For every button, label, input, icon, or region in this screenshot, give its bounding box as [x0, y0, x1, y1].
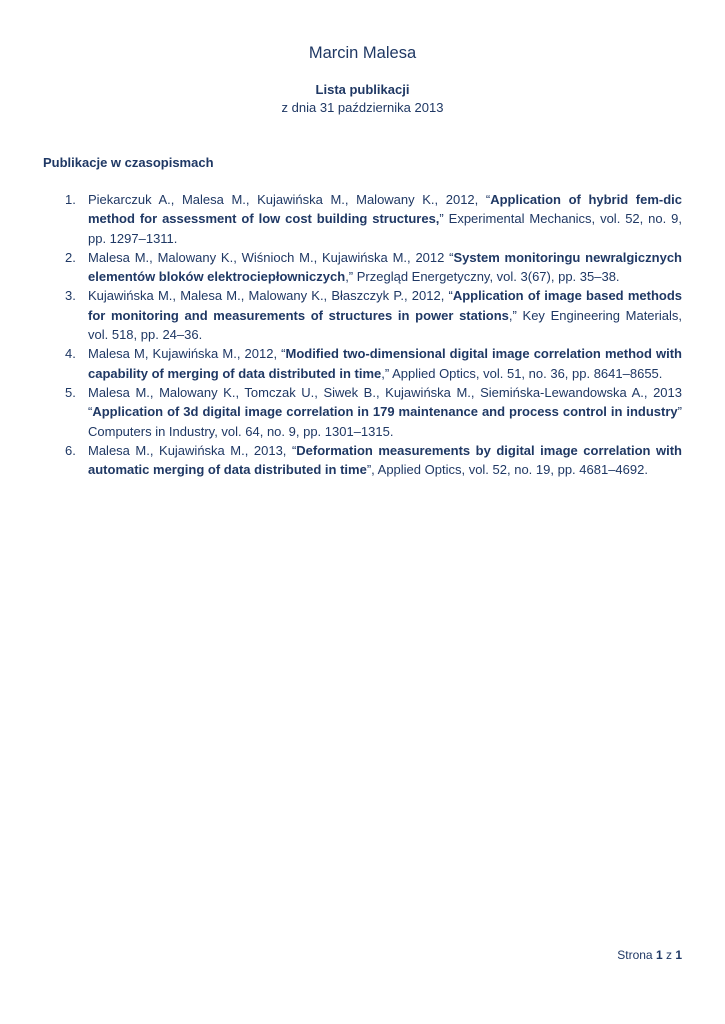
publication-source: ” Computers in Industry, vol. 64, no. 9, pp. 1301–1315. [88, 404, 682, 439]
section-heading: Publikacje w czasopismach [43, 155, 214, 170]
publication-number: 5. [65, 384, 76, 400]
publication-title: Application of image based methods for monitoring and measurements of structures in power stations [88, 288, 682, 323]
page-label: Strona [617, 948, 653, 962]
publication-item [43, 441, 682, 480]
publication-authors: Malesa M., Malowany K., Tomczak U., Siwek B., Kujawińska M., Siemińska-Lewandowska A., 2013 “ [88, 384, 682, 420]
publication-source: ,” Key Engineering Materials, vol. 518, pp. 24–36. [88, 307, 682, 343]
page-current: 1 [655, 948, 663, 962]
publication-item [43, 190, 682, 248]
publication-source: ,” Applied Optics, vol. 51, no. 36, pp. 8641–8655. [381, 365, 663, 381]
publication-item [43, 286, 682, 344]
publication-title: Application of hybrid fem-dic method for assessment of low cost building structures, [88, 192, 682, 227]
publication-source: ,” Przegląd Energetyczny, vol. 3(67), pp. 35–38. [345, 269, 620, 285]
publication-number: 3. [65, 288, 76, 304]
publication-item [43, 383, 682, 441]
publication-item [43, 344, 682, 383]
publication-list [43, 190, 682, 479]
publication-title: System monitoringu newralgicznych elementów bloków elektrociepłowniczych [88, 249, 682, 285]
page-of: z [665, 948, 672, 962]
publication-authors: Piekarczuk A., Malesa M., Kujawińska M., Malowany K., 2012, “ [88, 192, 491, 207]
list-title: Lista publikacji [315, 82, 410, 97]
publication-title: Modified two-dimensional digital image correlation method with capability of merging of data distributed in time [88, 346, 682, 381]
page-total: 1 [675, 948, 682, 962]
publication-authors: Malesa M., Kujawińska M., 2013, “ [88, 442, 297, 458]
publication-source: ” Experimental Mechanics, vol. 52, no. 9, pp. 1297–1311. [88, 211, 682, 246]
publication-number: 1. [65, 192, 76, 207]
publication-source: ”, Applied Optics, vol. 52, no. 19, pp. 4681–4692. [366, 462, 648, 478]
publication-title: Application of 3d digital image correlation in 179 maintenance and process control in industry [92, 404, 678, 420]
publication-authors: Malesa M., Malowany K., Wiśnioch M., Kujawińska M., 2012 “ [88, 249, 454, 265]
publication-authors: Kujawińska M., Malesa M., Malowany K., Błaszczyk P., 2012, “ [88, 288, 453, 304]
author-name: Marcin Malesa [308, 44, 417, 62]
publication-item [43, 248, 682, 287]
publication-title: Deformation measurements by digital image correlation with automatic merging of data distributed in time [88, 442, 682, 478]
page-footer [617, 948, 682, 962]
publication-number: 4. [65, 346, 76, 362]
list-date: z dnia 31 października 2013 [281, 100, 444, 115]
publication-number: 2. [65, 249, 76, 265]
publication-number: 6. [65, 442, 76, 458]
publication-authors: Malesa M, Kujawińska M., 2012, “ [88, 346, 286, 362]
